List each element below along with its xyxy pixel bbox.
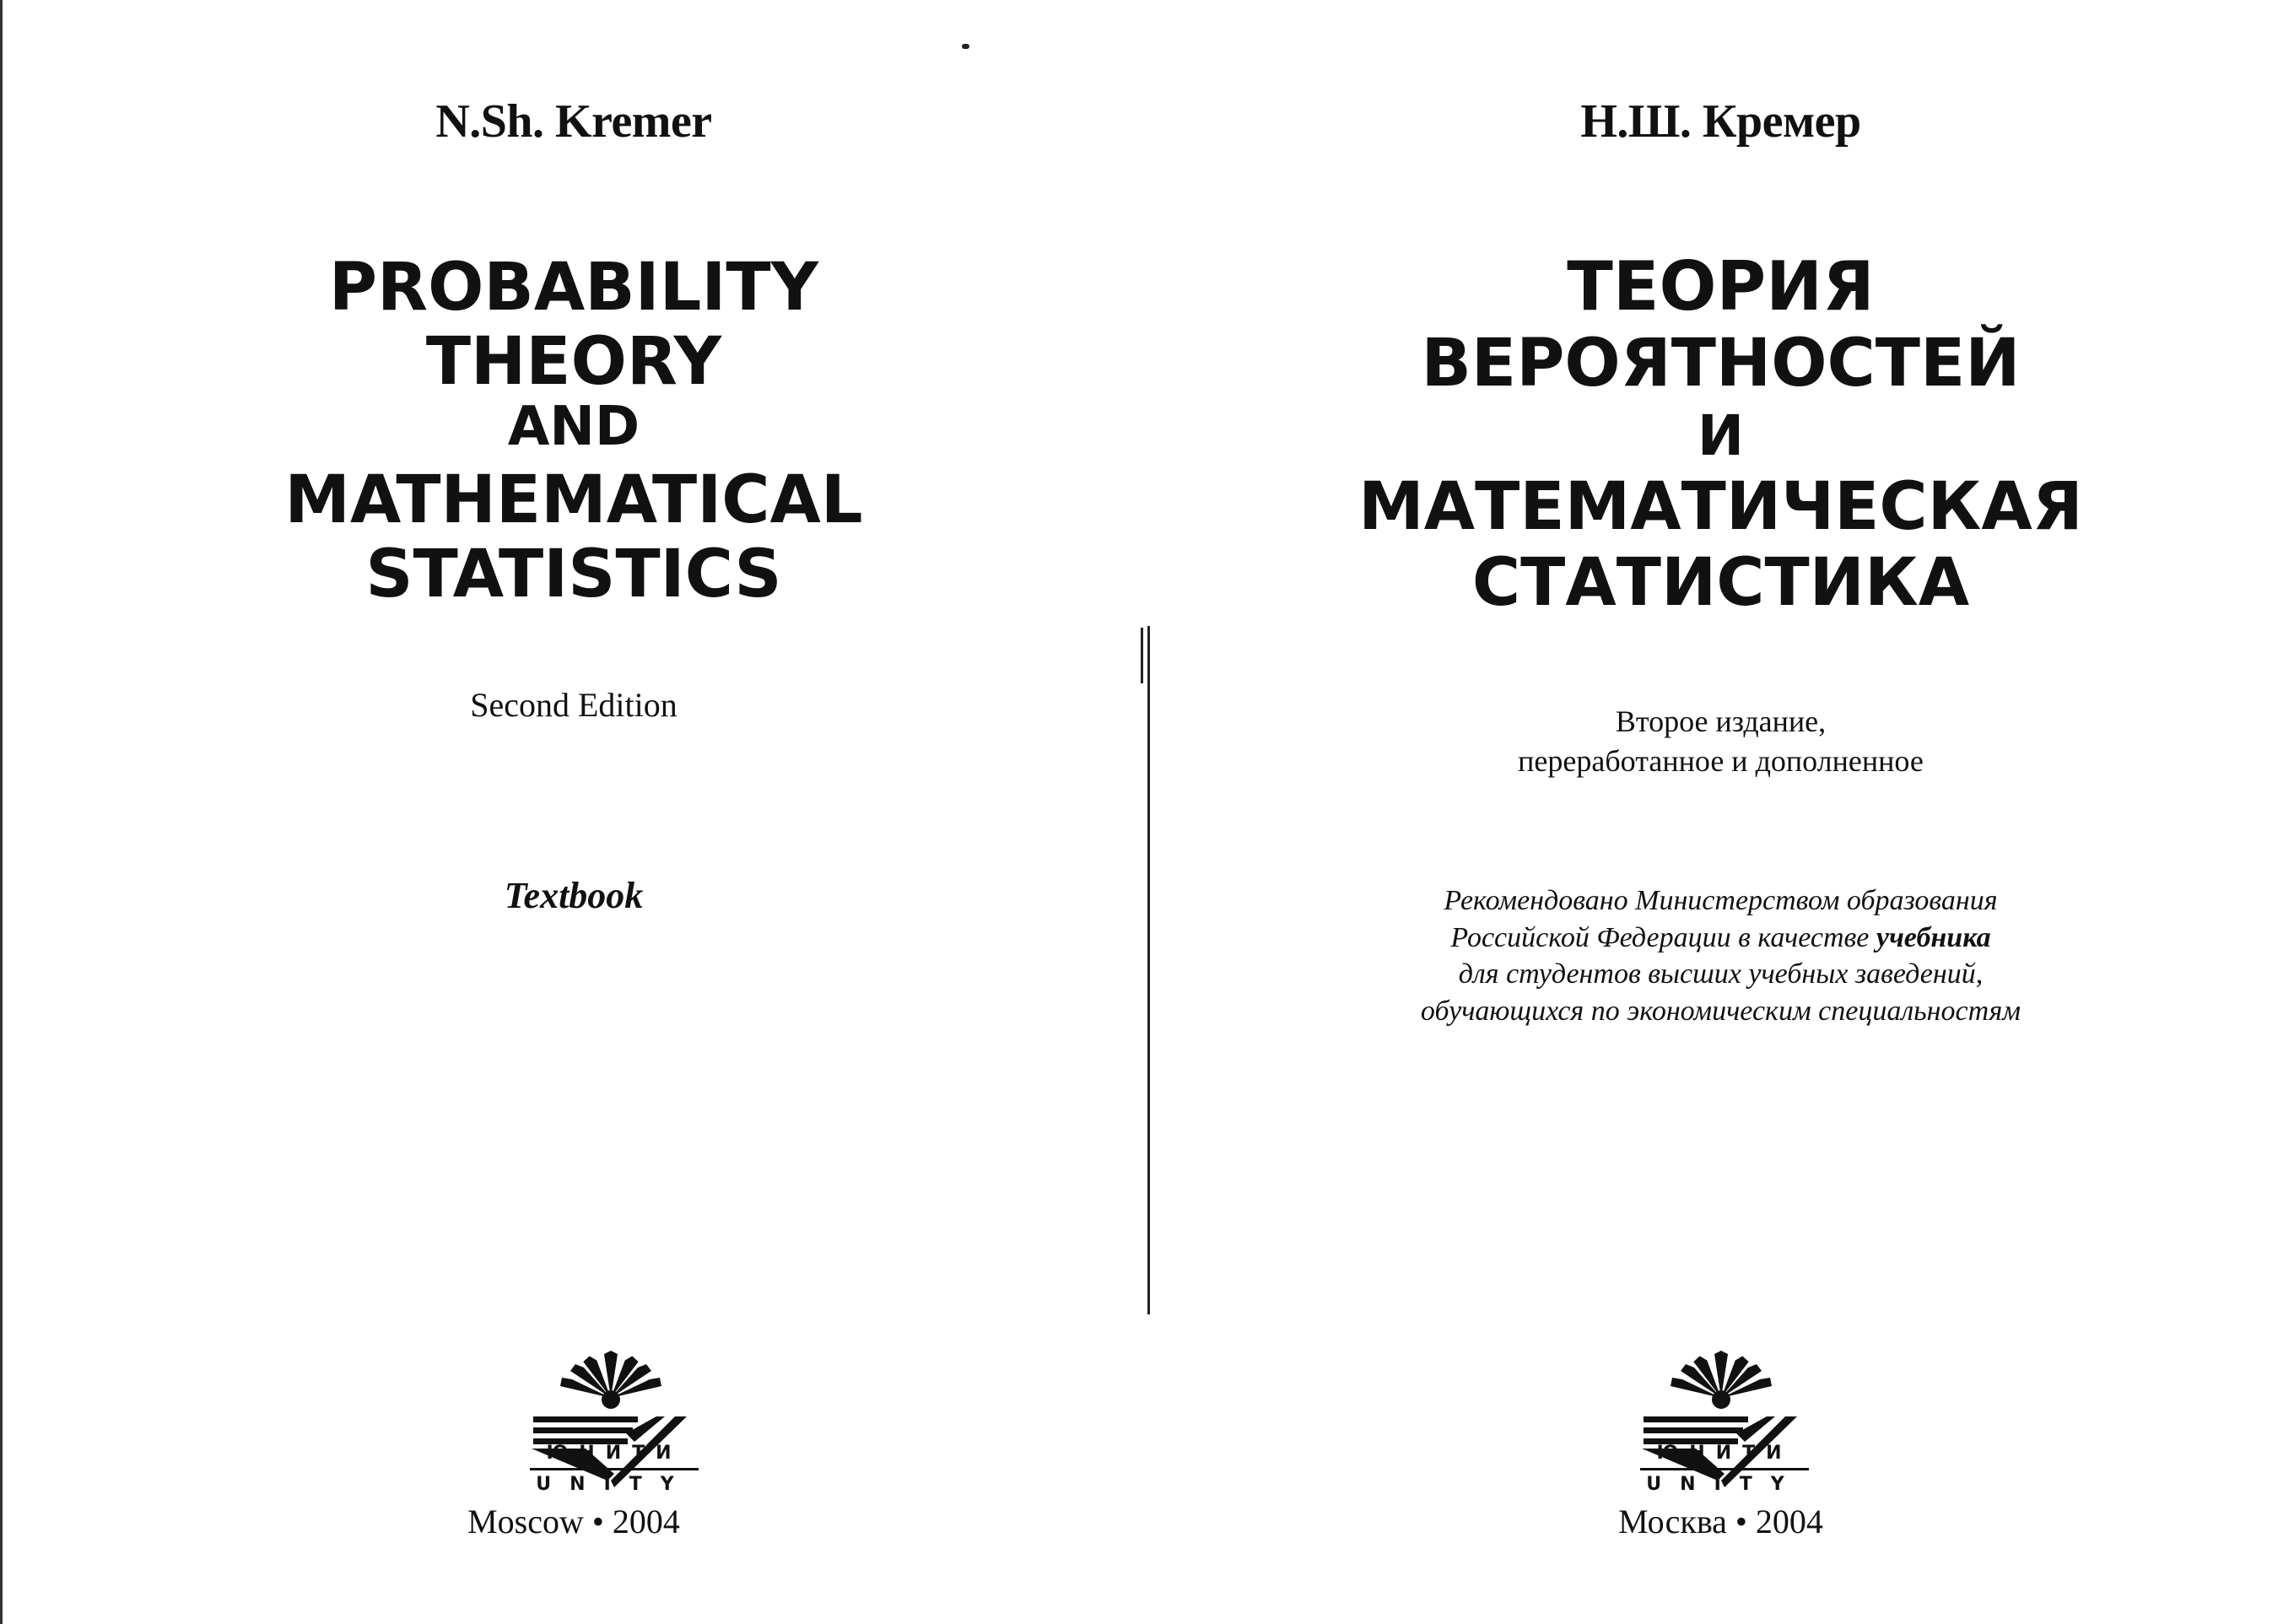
edition-line: переработанное и дополненное: [1518, 743, 1924, 778]
title-line: СТАТИСТИКА: [1471, 545, 1970, 621]
scan-speck: [962, 44, 969, 49]
gutter-mark: [1141, 628, 1143, 683]
publisher-name-ru: ЮНИТИ: [546, 1443, 683, 1464]
title-line: MATHEMATICAL: [284, 462, 863, 538]
title-line: ТЕОРИЯ: [1567, 247, 1875, 326]
right-page: [1147, 0, 2294, 1624]
title-line: И: [1697, 403, 1745, 468]
edition-line: Второе издание,: [1615, 704, 1827, 738]
genre-label: Textbook: [504, 875, 644, 916]
title-line: МАТЕМАТИЧЕСКАЯ: [1358, 469, 2083, 545]
publisher-name-ru: ЮНИТИ: [1656, 1443, 1793, 1464]
recommendation-line: обучающихся по экономическим специальностям: [1420, 995, 2021, 1027]
edition-label: Second Edition: [470, 686, 677, 724]
edition-label: [1147, 702, 2294, 781]
recommendation-line: Рекомендовано Министерством образования: [1444, 885, 1998, 916]
title-line: PROBABILITY: [328, 250, 819, 326]
recommendation-line: для студентов высших учебных заведений,: [1458, 958, 1984, 990]
author-name: N.Sh. Kremer: [435, 95, 712, 148]
imprint-city-year: Москва • 2004: [1618, 1503, 1823, 1540]
page-edge: [0, 0, 3, 1624]
publisher-wordmark: [1640, 1444, 1809, 1494]
recommendation-line: [1147, 920, 2294, 957]
publisher-name-en: UNITY: [530, 1468, 699, 1494]
author-name: Н.Ш. Кремер: [1580, 95, 1861, 148]
publisher-wordmark: [530, 1444, 699, 1494]
book-title: [1147, 247, 2294, 626]
book-title: [0, 250, 1147, 616]
ministry-recommendation: [1147, 882, 2294, 1029]
imprint-city-year: Moscow • 2004: [467, 1503, 680, 1540]
title-line: STATISTICS: [365, 537, 782, 612]
recommendation-text: Российской Федерации в качестве: [1450, 921, 1876, 953]
title-line: AND: [507, 396, 640, 458]
title-line: ВЕРОЯТНОСТЕЙ: [1421, 326, 2021, 402]
publisher-name-en: UNITY: [1640, 1468, 1809, 1494]
recommendation-emphasis: учебника: [1876, 921, 1991, 953]
title-line: THEORY: [425, 324, 722, 400]
